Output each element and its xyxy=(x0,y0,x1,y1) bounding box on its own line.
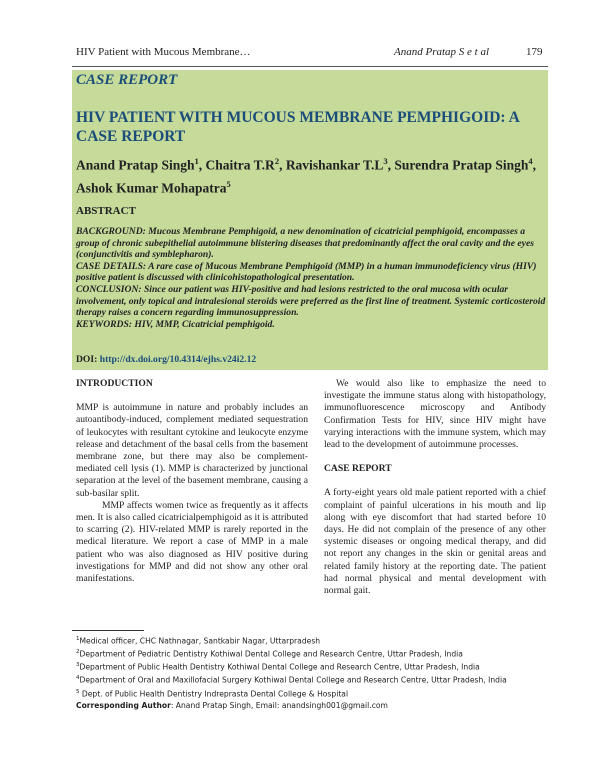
author-name: Surendra Pratap Singh xyxy=(394,157,529,173)
corresponding-author: Corresponding Author: Anand Pratap Singh, Email: anandsingh001@gmail.com xyxy=(76,700,388,710)
paper-title: HIV PATIENT WITH MUCOUS MEMBRANE PEMPHIGOID: A CASE REPORT xyxy=(76,109,519,145)
author-affiliation-mark: 1 xyxy=(194,156,199,166)
abstract-conclusion: CONCLUSION: Since our patient was HIV-positive and had lesions restricted to the oral mucosa with ocular involvement, only topical and intralesional steroids were preferred as the first line of treatment. Systemic corticosteroid therapy raises a concern regarding immunosuppression. xyxy=(76,283,546,319)
author-affiliation-mark: 4 xyxy=(528,156,533,166)
introduction-paragraph: We would also like to emphasize the need to investigate the immune status along with histopathology, immunofluorescence microscopy and Antibody Confirmation Tests for HIV, since HIV might have varying interactions with the immune system, which may lead to the development of autoimmune processes. xyxy=(324,378,546,451)
footnote: $^1$Medical officer, CHC Nathnagar, Santkabir Nagar, Uttarpradesh xyxy=(76,636,321,646)
footnote: $^2$Department of Pediatric Dentistry Kothiwal Dental College and Research Centre, Uttar Pradesh, India xyxy=(76,649,463,659)
introduction-paragraph: MMP affects women twice as frequently as it affects men. It is also called cicatricialpemphigoid as it is attributed to scarring (2). HIV-related MMP is rarely reported in the medical literature. We report a case of MMP in a male patient who was also diagnosed as HIV positive during investigations for MMP and did not show any other oral manifestations. xyxy=(76,499,308,585)
author-name: Anand Pratap Singh xyxy=(76,157,195,173)
running-authors: Anand Pratap S e t al xyxy=(394,46,490,58)
abstract-keywords: KEYWORDS: HIV, MMP, Cicatricial pemphigoid. xyxy=(76,318,275,330)
abstract-heading: ABSTRACT xyxy=(76,205,136,217)
running-title: HIV Patient with Mucous Membrane… xyxy=(76,46,251,58)
author-affiliation-mark: 5 xyxy=(226,178,231,189)
introduction-paragraph: MMP is autoimmune in nature and probably includes an autoantibody-induced, complement mediated sequestration of leukocytes with resultant cytokine and leukocyte enzyme release and detachment of the basal cells from the basement membrane zone, but there may also be complement-mediated cell lysis (1). MMP is characterized by junctional separation at the level of the basement membrane, causing a sub-basilar split. xyxy=(76,402,308,499)
author-affiliation-mark: 2 xyxy=(274,156,280,166)
footnotes xyxy=(76,634,552,711)
author-list: Anand Pratap Singh$^1$, Chaitra $T.R^2$, Ravishankar $T.L^3$, Surendra Pratap Singh$^4$, Ashok Kumar Mohapatra$^5$ xyxy=(76,156,537,195)
doi-line xyxy=(76,354,256,365)
author-affiliation-mark: 3 xyxy=(383,156,388,166)
header-rule xyxy=(72,66,548,67)
introduction-heading: INTRODUCTION xyxy=(76,378,153,389)
footnote: $^5$ Dept. of Public Health Dentistry Indreprasta Dental College & Hospital xyxy=(76,688,349,699)
abstract-body xyxy=(76,226,546,330)
abstract-case-details: CASE DETAILS: A rare case of Mucous Membrane Pemphigoid (MMP) in a human immunodeficiency virus (HIV) positive patient is discussed with clinicohistopathological presentation. xyxy=(76,260,537,284)
case-report-heading: CASE REPORT xyxy=(324,463,392,475)
right-column xyxy=(324,378,546,597)
abstract-background: BACKGROUND: Mucous Membrane Pemphigoid, a new denomination of cicatricial pemphigoid, encompasses a group of chronic subepithelial autoimmune blistering diseases that predominantly affect the oral cavity and the eyes (conjunctivitis and symblepharon). xyxy=(76,226,534,261)
author-name: Chaitra T.R xyxy=(205,157,275,173)
footnote: $^4$Department of Oral and Maxillofacial Surgery Kothiwal Dental College and Research Centre, Uttar Pradesh, India xyxy=(76,675,507,685)
left-column xyxy=(76,378,308,585)
article-type-label: CASE REPORT xyxy=(76,72,178,88)
doi-link[interactable]: http://dx.doi.org/10.4314/ejhs.v24i2.12 xyxy=(99,354,257,365)
page-number: 179 xyxy=(526,46,543,58)
footnote: $^3$Department of Public Health Dentistry Kothiwal Dental College and Research Centre, Uttar Pradesh, India xyxy=(76,662,480,672)
author-name: Ravishankar T.L xyxy=(285,157,384,173)
case-report-paragraph: A forty-eight years old male patient reported with a chief complaint of painful ulcerations in his mouth and lip along with eye discomfort that had started before 10 days. He did not complain of the presence of any other systemic diseases or ongoing medical therapy, and did not report any changes in the skin or genital areas and related family history at the reporting date. The patient had normal physical and mental development with normal gait. xyxy=(324,487,546,597)
doi-label: DOI: xyxy=(76,354,98,365)
author-name: Ashok Kumar Mohapatra xyxy=(76,180,227,195)
footnote-rule xyxy=(72,630,144,631)
